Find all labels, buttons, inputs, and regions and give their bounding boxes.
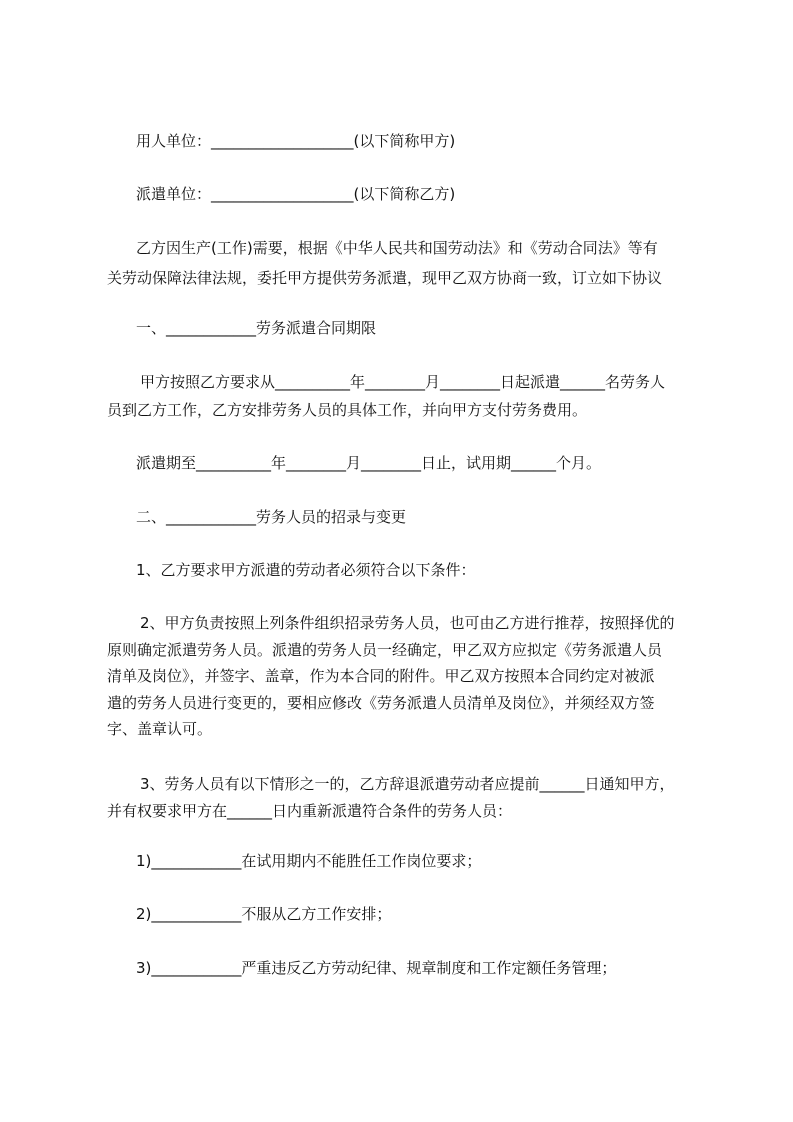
intro-line-2: 关劳动保障法律法规，委托甲方提供劳务派遣，现甲乙双方协商一致，订立如下协议 xyxy=(107,269,663,287)
section-2-item-2-line-5: 字、盖章认可。 xyxy=(107,720,213,738)
dispatcher-line: 派遣单位：___________________(以下简称乙方) xyxy=(136,185,456,203)
section-2-sub-2: 2)____________不服从乙方工作安排； xyxy=(136,905,392,923)
section-2-sub-3: 3)____________严重违反乙方劳动纪律、规章制度和工作定额任务管理； xyxy=(136,959,617,977)
section-2-item-2-line-4: 遣的劳务人员进行变更的，要相应修改《劳务派遣人员清单及岗位》，并须经双方签 xyxy=(107,694,655,712)
section-1-para-1-line-1: 甲方按照乙方要求从__________年________月________日起派遣______名劳务人 xyxy=(140,373,666,391)
section-2-title: 二、____________劳务人员的招录与变更 xyxy=(136,508,407,526)
section-2-item-2-line-1: 2、甲方负责按照上列条件组织招录劳务人员，也可由乙方进行推荐，按照择优的 xyxy=(140,614,675,632)
employer-line: 用人单位：___________________(以下简称甲方) xyxy=(136,132,456,150)
intro-line-1: 乙方因生产(工作)需要，根据《中华人民共和国劳动法》和《劳动合同法》等有 xyxy=(136,239,658,257)
section-2-item-1: 1、乙方要求甲方派遣的劳动者必须符合以下条件： xyxy=(136,561,476,579)
section-2-sub-1: 1)____________在试用期内不能胜任工作岗位要求； xyxy=(136,852,482,870)
section-1-title: 一、____________劳务派遣合同期限 xyxy=(136,319,377,337)
section-2-item-2-line-3: 清单及岗位》，并签字、盖章，作为本合同的附件。甲乙双方按照本合同约定对被派 xyxy=(107,667,655,685)
section-2-item-3-line-1: 3、劳务人员有以下情形之一的，乙方辞退派遣劳动者应提前______日通知甲方， xyxy=(140,775,675,793)
section-1-para-2: 派遣期至__________年________月________日止，试用期______个月。 xyxy=(136,454,602,472)
section-2-item-2-line-2: 原则确定派遣劳务人员。派遣的劳务人员一经确定，甲乙双方应拟定《劳务派遣人员 xyxy=(107,641,663,659)
section-2-item-3-line-2: 并有权要求甲方在______日内重新派遣符合条件的劳务人员： xyxy=(107,802,513,820)
section-1-para-1-line-2: 员到乙方工作，乙方安排劳务人员的具体工作，并向甲方支付劳务费用。 xyxy=(107,401,588,419)
